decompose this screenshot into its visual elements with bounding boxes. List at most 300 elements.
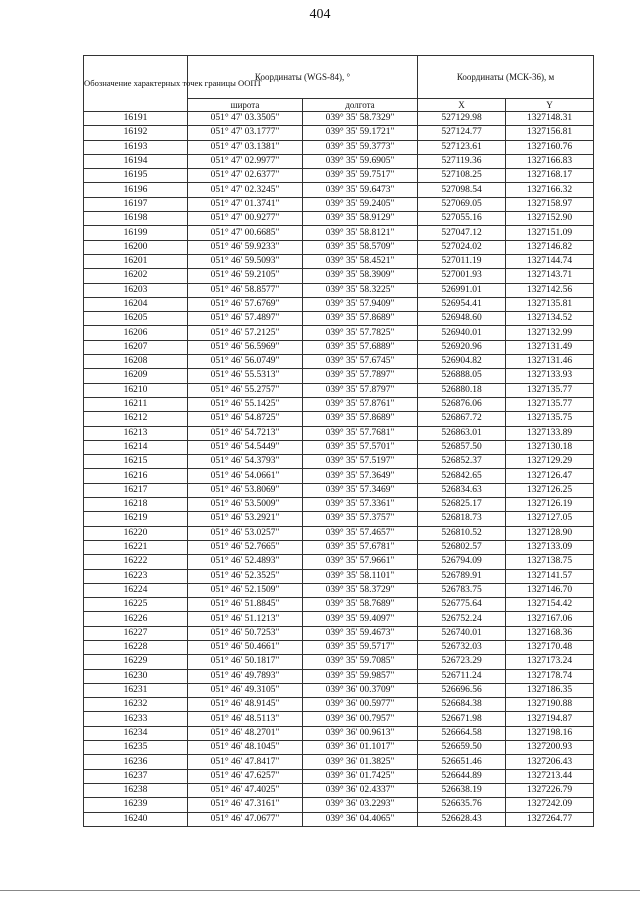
y-coordinate-cell: 1327130.18 <box>506 440 594 454</box>
latitude-cell: 051° 46' 54.8725" <box>188 412 303 426</box>
longitude-cell: 039° 35' 58.1101" <box>303 569 418 583</box>
longitude-cell: 039° 35' 58.5709" <box>303 240 418 254</box>
point-id-cell: 16205 <box>84 312 188 326</box>
y-coordinate-cell: 1327141.57 <box>506 569 594 583</box>
table-row <box>84 798 594 812</box>
y-coordinate-cell: 1327186.35 <box>506 683 594 697</box>
point-id-cell: 16225 <box>84 598 188 612</box>
y-coordinate-cell: 1327135.77 <box>506 383 594 397</box>
latitude-cell: 051° 46' 49.7893" <box>188 669 303 683</box>
point-id-cell: 16192 <box>84 126 188 140</box>
x-coordinate-cell: 527123.61 <box>418 140 506 154</box>
table-header-row <box>84 56 594 99</box>
longitude-cell: 039° 35' 59.4673" <box>303 626 418 640</box>
y-coordinate-cell: 1327133.93 <box>506 369 594 383</box>
point-id-cell: 16227 <box>84 626 188 640</box>
y-coordinate-cell: 1327156.81 <box>506 126 594 140</box>
y-coordinate-cell: 1327134.52 <box>506 312 594 326</box>
table-body <box>84 112 594 827</box>
table-row <box>84 340 594 354</box>
longitude-cell: 039° 35' 58.3729" <box>303 583 418 597</box>
x-coordinate-cell: 526888.05 <box>418 369 506 383</box>
point-id-cell: 16219 <box>84 512 188 526</box>
x-coordinate-cell: 526664.58 <box>418 726 506 740</box>
x-coordinate-cell: 526954.41 <box>418 297 506 311</box>
point-id-cell: 16198 <box>84 212 188 226</box>
latitude-cell: 051° 46' 52.4893" <box>188 555 303 569</box>
table-row <box>84 569 594 583</box>
x-coordinate-cell: 526920.96 <box>418 340 506 354</box>
x-coordinate-cell: 526789.91 <box>418 569 506 583</box>
latitude-cell: 051° 46' 50.4661" <box>188 640 303 654</box>
point-id-cell: 16231 <box>84 683 188 697</box>
x-coordinate-cell: 526852.37 <box>418 455 506 469</box>
table-row <box>84 154 594 168</box>
latitude-cell: 051° 46' 54.5449" <box>188 440 303 454</box>
table-row <box>84 683 594 697</box>
table-row <box>84 698 594 712</box>
y-coordinate-cell: 1327206.43 <box>506 755 594 769</box>
latitude-cell: 051° 46' 48.2701" <box>188 726 303 740</box>
longitude-cell: 039° 35' 59.4097" <box>303 612 418 626</box>
y-coordinate-cell: 1327148.31 <box>506 112 594 126</box>
table-row <box>84 269 594 283</box>
longitude-cell: 039° 35' 59.9857" <box>303 669 418 683</box>
y-coordinate-cell: 1327152.90 <box>506 212 594 226</box>
longitude-cell: 039° 35' 57.7825" <box>303 326 418 340</box>
longitude-cell: 039° 35' 57.3361" <box>303 498 418 512</box>
x-coordinate-cell: 526671.98 <box>418 712 506 726</box>
point-id-cell: 16235 <box>84 741 188 755</box>
latitude-cell: 051° 47' 03.1777" <box>188 126 303 140</box>
longitude-cell: 039° 36' 01.7425" <box>303 769 418 783</box>
longitude-cell: 039° 35' 57.5197" <box>303 455 418 469</box>
x-coordinate-cell: 526732.03 <box>418 640 506 654</box>
x-coordinate-cell: 526940.01 <box>418 326 506 340</box>
table-row <box>84 254 594 268</box>
x-coordinate-cell: 526684.38 <box>418 698 506 712</box>
latitude-cell: 051° 47' 01.3741" <box>188 197 303 211</box>
latitude-cell: 051° 46' 53.5009" <box>188 498 303 512</box>
point-id-cell: 16230 <box>84 669 188 683</box>
point-id-cell: 16216 <box>84 469 188 483</box>
x-coordinate-cell: 526659.50 <box>418 741 506 755</box>
y-coordinate-cell: 1327198.16 <box>506 726 594 740</box>
point-id-cell: 16240 <box>84 812 188 826</box>
latitude-cell: 051° 46' 53.0257" <box>188 526 303 540</box>
y-coordinate-cell: 1327151.09 <box>506 226 594 240</box>
latitude-cell: 051° 47' 00.9277" <box>188 212 303 226</box>
latitude-cell: 051° 46' 57.6769" <box>188 297 303 311</box>
longitude-cell: 039° 35' 58.8121" <box>303 226 418 240</box>
point-id-cell: 16210 <box>84 383 188 397</box>
longitude-cell: 039° 36' 01.1017" <box>303 741 418 755</box>
latitude-cell: 051° 46' 48.5113" <box>188 712 303 726</box>
longitude-cell: 039° 36' 00.3709" <box>303 683 418 697</box>
point-id-cell: 16217 <box>84 483 188 497</box>
latitude-cell: 051° 46' 50.1817" <box>188 655 303 669</box>
table-row <box>84 598 594 612</box>
latitude-cell: 051° 46' 55.5313" <box>188 369 303 383</box>
longitude-cell: 039° 35' 57.4657" <box>303 526 418 540</box>
table-row <box>84 369 594 383</box>
x-coordinate-cell: 527129.98 <box>418 112 506 126</box>
y-coordinate-cell: 1327126.25 <box>506 483 594 497</box>
latitude-cell: 051° 47' 03.3505" <box>188 112 303 126</box>
point-id-cell: 16224 <box>84 583 188 597</box>
longitude-cell: 039° 35' 57.9409" <box>303 297 418 311</box>
longitude-cell: 039° 35' 57.6745" <box>303 355 418 369</box>
latitude-cell: 051° 46' 57.2125" <box>188 326 303 340</box>
longitude-cell: 039° 35' 57.3757" <box>303 512 418 526</box>
longitude-cell: 039° 35' 58.3909" <box>303 269 418 283</box>
point-id-cell: 16237 <box>84 769 188 783</box>
y-coordinate-cell: 1327226.79 <box>506 783 594 797</box>
point-id-cell: 16218 <box>84 498 188 512</box>
latitude-cell: 051° 46' 47.3161" <box>188 798 303 812</box>
y-coordinate-cell: 1327135.77 <box>506 397 594 411</box>
y-coordinate-cell: 1327128.90 <box>506 526 594 540</box>
longitude-cell: 039° 35' 57.7681" <box>303 426 418 440</box>
y-column-header: Y <box>506 99 594 112</box>
x-coordinate-cell: 526752.24 <box>418 612 506 626</box>
point-id-cell: 16201 <box>84 254 188 268</box>
longitude-cell: 039° 35' 57.7897" <box>303 369 418 383</box>
latitude-cell: 051° 47' 02.6377" <box>188 169 303 183</box>
x-coordinate-cell: 526948.60 <box>418 312 506 326</box>
table-row <box>84 140 594 154</box>
point-id-cell: 16213 <box>84 426 188 440</box>
table-row <box>84 455 594 469</box>
y-coordinate-cell: 1327138.75 <box>506 555 594 569</box>
x-coordinate-cell: 526834.63 <box>418 483 506 497</box>
longitude-cell: 039° 35' 59.2405" <box>303 197 418 211</box>
latitude-cell: 051° 46' 55.1425" <box>188 397 303 411</box>
x-coordinate-cell: 526651.46 <box>418 755 506 769</box>
y-coordinate-cell: 1327129.29 <box>506 455 594 469</box>
y-coordinate-cell: 1327167.06 <box>506 612 594 626</box>
y-coordinate-cell: 1327166.32 <box>506 183 594 197</box>
longitude-cell: 039° 36' 03.2293" <box>303 798 418 812</box>
latitude-cell: 051° 47' 00.6685" <box>188 226 303 240</box>
page-number: 404 <box>309 7 331 22</box>
y-coordinate-cell: 1327133.89 <box>506 426 594 440</box>
y-coordinate-cell: 1327213.44 <box>506 769 594 783</box>
x-coordinate-cell: 526857.50 <box>418 440 506 454</box>
latitude-cell: 051° 46' 52.1509" <box>188 583 303 597</box>
y-coordinate-cell: 1327126.19 <box>506 498 594 512</box>
latitude-cell: 051° 46' 59.2105" <box>188 269 303 283</box>
x-coordinate-cell: 526810.52 <box>418 526 506 540</box>
longitude-cell: 039° 36' 02.4337" <box>303 783 418 797</box>
y-coordinate-cell: 1327132.99 <box>506 326 594 340</box>
point-id-cell: 16208 <box>84 355 188 369</box>
x-coordinate-cell: 526711.24 <box>418 669 506 683</box>
table-row <box>84 640 594 654</box>
longitude-cell: 039° 36' 04.4065" <box>303 812 418 826</box>
y-coordinate-cell: 1327144.74 <box>506 254 594 268</box>
point-id-cell: 16203 <box>84 283 188 297</box>
point-id-cell: 16228 <box>84 640 188 654</box>
y-coordinate-cell: 1327264.77 <box>506 812 594 826</box>
y-coordinate-cell: 1327168.17 <box>506 169 594 183</box>
x-coordinate-cell: 526867.72 <box>418 412 506 426</box>
latitude-cell: 051° 46' 47.8417" <box>188 755 303 769</box>
point-id-cell: 16196 <box>84 183 188 197</box>
y-coordinate-cell: 1327173.24 <box>506 655 594 669</box>
latitude-cell: 051° 46' 49.3105" <box>188 683 303 697</box>
x-coordinate-cell: 527001.93 <box>418 269 506 283</box>
latitude-cell: 051° 46' 54.3793" <box>188 455 303 469</box>
msk-column-header: Координаты (МСК-36), м <box>418 56 594 99</box>
table-row <box>84 240 594 254</box>
table-row <box>84 469 594 483</box>
x-coordinate-cell: 526644.89 <box>418 769 506 783</box>
latitude-cell: 051° 46' 48.9145" <box>188 698 303 712</box>
y-coordinate-cell: 1327133.09 <box>506 540 594 554</box>
y-coordinate-cell: 1327158.97 <box>506 197 594 211</box>
table-row <box>84 126 594 140</box>
longitude-cell: 039° 35' 59.7085" <box>303 655 418 669</box>
y-coordinate-cell: 1327135.75 <box>506 412 594 426</box>
table-row <box>84 412 594 426</box>
x-coordinate-cell: 527108.25 <box>418 169 506 183</box>
longitude-cell: 039° 36' 01.3825" <box>303 755 418 769</box>
x-coordinate-cell: 526794.09 <box>418 555 506 569</box>
point-id-cell: 16223 <box>84 569 188 583</box>
latitude-cell: 051° 46' 59.5093" <box>188 254 303 268</box>
point-id-cell: 16220 <box>84 526 188 540</box>
point-id-cell: 16207 <box>84 340 188 354</box>
table-row <box>84 741 594 755</box>
y-coordinate-cell: 1327154.42 <box>506 598 594 612</box>
x-coordinate-cell: 527098.54 <box>418 183 506 197</box>
y-coordinate-cell: 1327146.70 <box>506 583 594 597</box>
x-coordinate-cell: 526842.65 <box>418 469 506 483</box>
y-coordinate-cell: 1327131.49 <box>506 340 594 354</box>
latitude-cell: 051° 46' 52.3525" <box>188 569 303 583</box>
longitude-cell: 039° 36' 00.5977" <box>303 698 418 712</box>
point-id-cell: 16233 <box>84 712 188 726</box>
latitude-cell: 051° 47' 03.1381" <box>188 140 303 154</box>
latitude-cell: 051° 46' 56.0749" <box>188 355 303 369</box>
y-coordinate-cell: 1327143.71 <box>506 269 594 283</box>
latitude-cell: 051° 46' 51.1213" <box>188 612 303 626</box>
x-coordinate-cell: 526775.64 <box>418 598 506 612</box>
longitude-cell: 039° 35' 58.7329" <box>303 112 418 126</box>
y-coordinate-cell: 1327142.56 <box>506 283 594 297</box>
y-coordinate-cell: 1327194.87 <box>506 712 594 726</box>
x-coordinate-cell: 527011.19 <box>418 254 506 268</box>
latitude-cell: 051° 46' 47.0677" <box>188 812 303 826</box>
y-coordinate-cell: 1327146.82 <box>506 240 594 254</box>
point-id-cell: 16206 <box>84 326 188 340</box>
y-coordinate-cell: 1327242.09 <box>506 798 594 812</box>
longitude-cell: 039° 35' 58.7689" <box>303 598 418 612</box>
wgs-column-header: Координаты (WGS-84), ° <box>188 56 418 99</box>
longitude-cell: 039° 36' 00.7957" <box>303 712 418 726</box>
x-coordinate-cell: 526628.43 <box>418 812 506 826</box>
latitude-cell: 051° 47' 02.3245" <box>188 183 303 197</box>
table-row <box>84 783 594 797</box>
x-coordinate-cell: 526876.06 <box>418 397 506 411</box>
x-coordinate-cell: 526638.19 <box>418 783 506 797</box>
x-coordinate-cell: 526696.56 <box>418 683 506 697</box>
y-coordinate-cell: 1327170.48 <box>506 640 594 654</box>
latitude-cell: 051° 46' 50.7253" <box>188 626 303 640</box>
point-id-cell: 16222 <box>84 555 188 569</box>
table-row <box>84 526 594 540</box>
latitude-cell: 051° 46' 47.4025" <box>188 783 303 797</box>
latitude-cell: 051° 46' 53.2921" <box>188 512 303 526</box>
longitude-cell: 039° 35' 57.8761" <box>303 397 418 411</box>
point-id-cell: 16197 <box>84 197 188 211</box>
y-coordinate-cell: 1327126.47 <box>506 469 594 483</box>
point-id-cell: 16193 <box>84 140 188 154</box>
y-coordinate-cell: 1327135.81 <box>506 297 594 311</box>
latitude-cell: 051° 47' 02.9977" <box>188 154 303 168</box>
point-id-cell: 16214 <box>84 440 188 454</box>
point-id-cell: 16229 <box>84 655 188 669</box>
table-row <box>84 669 594 683</box>
x-coordinate-cell: 526783.75 <box>418 583 506 597</box>
table-row <box>84 355 594 369</box>
latitude-column-header: широта <box>188 99 303 112</box>
longitude-cell: 039° 35' 59.6473" <box>303 183 418 197</box>
latitude-cell: 051° 46' 54.7213" <box>188 426 303 440</box>
table-row <box>84 755 594 769</box>
table-row <box>84 283 594 297</box>
longitude-cell: 039° 35' 57.3469" <box>303 483 418 497</box>
y-coordinate-cell: 1327131.46 <box>506 355 594 369</box>
y-coordinate-cell: 1327168.36 <box>506 626 594 640</box>
longitude-cell: 039° 35' 59.7517" <box>303 169 418 183</box>
x-coordinate-cell: 527024.02 <box>418 240 506 254</box>
coordinates-table <box>83 55 594 827</box>
longitude-cell: 039° 35' 57.8689" <box>303 412 418 426</box>
table-row <box>84 169 594 183</box>
latitude-cell: 051° 46' 48.1045" <box>188 741 303 755</box>
point-id-cell: 16194 <box>84 154 188 168</box>
point-id-cell: 16191 <box>84 112 188 126</box>
point-id-cell: 16239 <box>84 798 188 812</box>
point-column-header: Обозначение характерных точек границы ООПТ <box>84 56 188 112</box>
x-coordinate-cell: 527119.36 <box>418 154 506 168</box>
table-row <box>84 326 594 340</box>
point-id-cell: 16209 <box>84 369 188 383</box>
longitude-cell: 039° 35' 59.6905" <box>303 154 418 168</box>
x-coordinate-cell: 526880.18 <box>418 383 506 397</box>
point-id-cell: 16236 <box>84 755 188 769</box>
latitude-cell: 051° 46' 54.0661" <box>188 469 303 483</box>
point-id-cell: 16200 <box>84 240 188 254</box>
x-coordinate-cell: 526723.29 <box>418 655 506 669</box>
latitude-cell: 051° 46' 57.4897" <box>188 312 303 326</box>
y-coordinate-cell: 1327190.88 <box>506 698 594 712</box>
point-id-cell: 16195 <box>84 169 188 183</box>
longitude-cell: 039° 35' 58.9129" <box>303 212 418 226</box>
x-coordinate-cell: 526991.01 <box>418 283 506 297</box>
table-row <box>84 426 594 440</box>
x-coordinate-cell: 526802.57 <box>418 540 506 554</box>
longitude-cell: 039° 35' 57.8689" <box>303 312 418 326</box>
point-id-cell: 16199 <box>84 226 188 240</box>
longitude-cell: 039° 35' 57.8797" <box>303 383 418 397</box>
table-row <box>84 212 594 226</box>
longitude-cell: 039° 35' 57.9661" <box>303 555 418 569</box>
point-id-cell: 16221 <box>84 540 188 554</box>
table-row <box>84 312 594 326</box>
table-row <box>84 540 594 554</box>
table-row <box>84 483 594 497</box>
table-row <box>84 612 594 626</box>
table-row <box>84 197 594 211</box>
table-row <box>84 226 594 240</box>
x-coordinate-cell: 526818.73 <box>418 512 506 526</box>
longitude-cell: 039° 35' 57.3649" <box>303 469 418 483</box>
longitude-cell: 039° 35' 59.5717" <box>303 640 418 654</box>
point-id-cell: 16226 <box>84 612 188 626</box>
longitude-cell: 039° 35' 59.1721" <box>303 126 418 140</box>
latitude-cell: 051° 46' 56.5969" <box>188 340 303 354</box>
table-row <box>84 583 594 597</box>
table-row <box>84 555 594 569</box>
table-row <box>84 626 594 640</box>
table-row <box>84 769 594 783</box>
y-coordinate-cell: 1327200.93 <box>506 741 594 755</box>
x-coordinate-cell: 526740.01 <box>418 626 506 640</box>
longitude-cell: 039° 35' 57.5701" <box>303 440 418 454</box>
point-id-cell: 16212 <box>84 412 188 426</box>
latitude-cell: 051° 46' 58.8577" <box>188 283 303 297</box>
table-row <box>84 812 594 826</box>
x-coordinate-cell: 526904.82 <box>418 355 506 369</box>
table-row <box>84 297 594 311</box>
y-coordinate-cell: 1327160.76 <box>506 140 594 154</box>
latitude-cell: 051° 46' 55.2757" <box>188 383 303 397</box>
table-row <box>84 183 594 197</box>
x-column-header: X <box>418 99 506 112</box>
table-row <box>84 383 594 397</box>
table-row <box>84 712 594 726</box>
point-id-cell: 16238 <box>84 783 188 797</box>
x-coordinate-cell: 526863.01 <box>418 426 506 440</box>
page-bottom-rule <box>0 890 640 891</box>
x-coordinate-cell: 527069.05 <box>418 197 506 211</box>
x-coordinate-cell: 527047.12 <box>418 226 506 240</box>
table-row <box>84 498 594 512</box>
point-id-cell: 16215 <box>84 455 188 469</box>
latitude-cell: 051° 46' 53.8069" <box>188 483 303 497</box>
y-coordinate-cell: 1327166.83 <box>506 154 594 168</box>
point-id-cell: 16211 <box>84 397 188 411</box>
y-coordinate-cell: 1327127.05 <box>506 512 594 526</box>
table-row <box>84 440 594 454</box>
longitude-cell: 039° 35' 58.3225" <box>303 283 418 297</box>
y-coordinate-cell: 1327178.74 <box>506 669 594 683</box>
point-id-cell: 16202 <box>84 269 188 283</box>
longitude-cell: 039° 36' 00.9613" <box>303 726 418 740</box>
point-id-cell: 16232 <box>84 698 188 712</box>
table-row <box>84 655 594 669</box>
x-coordinate-cell: 526635.76 <box>418 798 506 812</box>
table-row <box>84 397 594 411</box>
table-row <box>84 112 594 126</box>
table-row <box>84 512 594 526</box>
latitude-cell: 051° 46' 52.7665" <box>188 540 303 554</box>
longitude-cell: 039° 35' 59.3773" <box>303 140 418 154</box>
longitude-cell: 039° 35' 57.6889" <box>303 340 418 354</box>
